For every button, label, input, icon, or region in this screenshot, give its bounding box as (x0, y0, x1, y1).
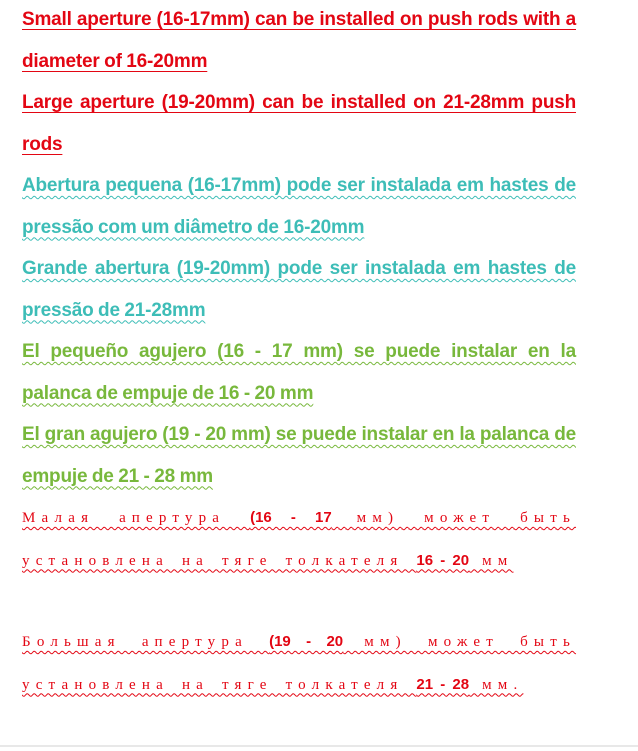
paragraph-russian-small-aperture (22, 497, 576, 582)
paragraph-portuguese-small-aperture: Abertura pequena (16-17mm) pode ser instalada em hastes de pressão com um diâmetro de 16-20mm (22, 175, 576, 238)
paragraph-spanish-large-aperture: El gran agujero (19 - 20 mm) se puede instalar en la palanca de empuje de 21 - 28 mm (22, 424, 576, 487)
ru-large-number-1: (19 - 20 (269, 633, 344, 650)
paragraph-english-small-aperture: Small aperture (16-17mm) can be installed on push rods with a diameter of 16-20mm (22, 9, 576, 72)
ru-small-number-2: 16 - 20 (416, 551, 470, 569)
ru-large-text-2: мм) может быть установлена на тяге толкателя (22, 634, 577, 693)
paragraph-portuguese-large-aperture: Grande abertura (19-20mm) pode ser instalada em hastes de pressão de 21-28mm (22, 258, 576, 321)
ru-large-number-2: 21 - 28 (416, 675, 470, 693)
ru-small-number-1: (16 - 17 (250, 509, 332, 526)
paragraph-english-large-aperture: Large aperture (19-20mm) can be installed on 21-28mm push rods (22, 92, 576, 155)
ru-small-text-1: Малая апертура (22, 510, 251, 526)
ru-large-text-3: мм. (469, 676, 524, 693)
paragraph-spanish-small-aperture: El pequeño agujero (16 - 17 mm) se puede instalar en la palanca de empuje de 16 - 20 mm (22, 341, 576, 404)
page-bottom-divider (0, 745, 638, 747)
paragraph-russian-large-aperture (22, 621, 576, 706)
ru-small-text-3: мм (469, 552, 514, 569)
ru-large-text-1: Большая апертура (22, 634, 270, 650)
ru-small-text-2: мм) может быть установлена на тяге толкателя (22, 510, 577, 569)
